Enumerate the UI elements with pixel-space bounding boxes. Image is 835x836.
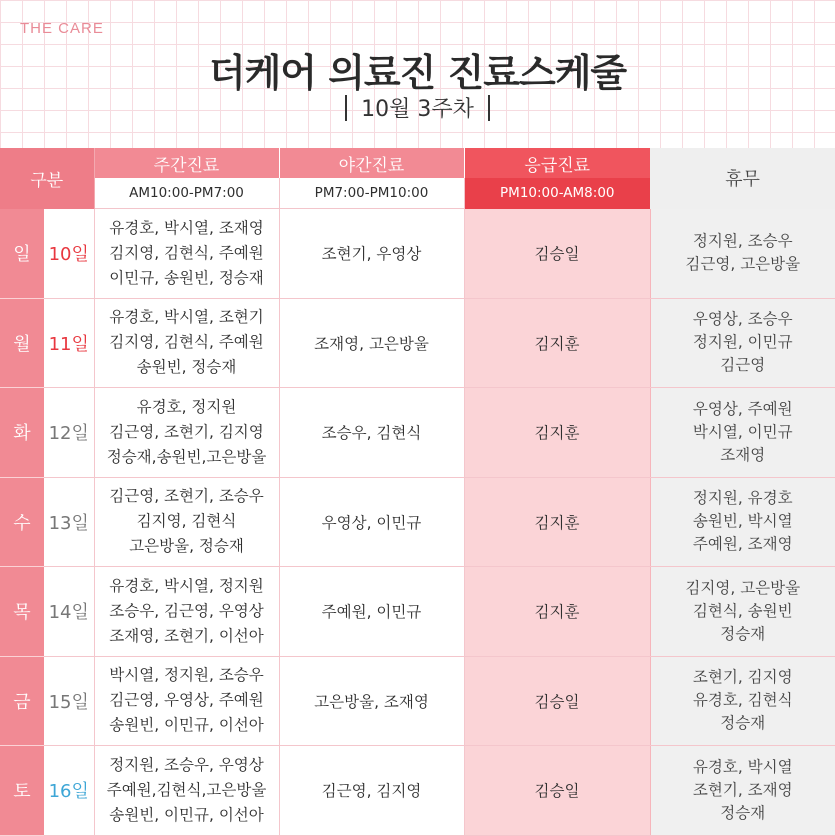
- off-cell: [650, 209, 835, 299]
- header-emergency-time: PM10:00-AM8:00: [464, 178, 650, 209]
- off-line: 정지원, 유경호: [692, 489, 793, 508]
- day-shift-line: 유경호, 정지원: [136, 397, 237, 416]
- off-cell: [650, 746, 835, 836]
- brand-logo-text: THE CARE: [20, 20, 104, 37]
- day-shift-line: 조재영, 조현기, 이선아: [109, 626, 264, 645]
- subtitle-bar-left: [345, 95, 347, 121]
- date-cell: 11일: [44, 298, 94, 388]
- off-line: 김지영, 고은방울: [685, 578, 801, 597]
- date-cell: 15일: [44, 656, 94, 746]
- day-shift-line: 이민규, 송원빈, 정승재: [109, 268, 264, 287]
- table-row: [0, 477, 835, 567]
- off-line: 조현기, 김지영: [692, 668, 793, 687]
- header-emergency: 응급진료: [464, 148, 650, 178]
- day-shift-line: 송원빈, 이민규, 이선아: [109, 716, 264, 735]
- day-shift-cell: [94, 298, 279, 388]
- off-line: 박시열, 이민규: [692, 422, 793, 441]
- day-shift-cell: [94, 746, 279, 836]
- emergency-cell: 김승일: [464, 656, 650, 746]
- day-shift-line: 김근영, 조현기, 김지영: [109, 422, 264, 441]
- off-line: 김현식, 송원빈: [692, 601, 793, 620]
- off-line: 정승재: [720, 714, 766, 733]
- day-shift-line: 김지영, 김현식: [136, 512, 237, 531]
- day-shift-cell: [94, 567, 279, 657]
- header-night-shift: 야간진료: [279, 148, 464, 178]
- off-line: 조현기, 조재영: [692, 780, 793, 799]
- off-line: 김근영, 고은방울: [685, 255, 801, 273]
- date-cell: 12일: [44, 388, 94, 478]
- header-category: 구분: [0, 148, 94, 209]
- emergency-cell: 김지훈: [464, 567, 650, 657]
- off-line: 김근영: [720, 356, 766, 375]
- weekday-cell: 화: [0, 388, 44, 478]
- off-line: 조재영: [720, 445, 766, 464]
- day-shift-line: 유경호, 박시열, 정지원: [109, 576, 264, 595]
- off-line: 정지원, 조승우: [692, 232, 793, 250]
- header-day-time: AM10:00-PM7:00: [94, 178, 279, 209]
- header-night-time: PM7:00-PM10:00: [279, 178, 464, 209]
- day-shift-line: 주예원,김현식,고은방울: [106, 780, 267, 799]
- table-row: [0, 209, 835, 299]
- off-line: 유경호, 김현식: [692, 691, 793, 710]
- off-line: 송원빈, 박시열: [692, 512, 793, 531]
- off-line: 정승재: [720, 624, 766, 643]
- weekday-cell: 금: [0, 656, 44, 746]
- off-line: 정지원, 이민규: [692, 333, 793, 352]
- night-shift-cell: 조현기, 우영상: [279, 209, 464, 299]
- night-shift-cell: 조재영, 고은방울: [279, 298, 464, 388]
- schedule-table: [0, 148, 835, 836]
- off-line: 정승재: [720, 803, 766, 822]
- date-cell: 10일: [44, 209, 94, 299]
- day-shift-cell: [94, 656, 279, 746]
- night-shift-cell: 고은방울, 조재영: [279, 656, 464, 746]
- day-shift-line: 박시열, 정지원, 조승우: [109, 666, 264, 685]
- date-cell: 16일: [44, 746, 94, 836]
- weekday-cell: 목: [0, 567, 44, 657]
- table-row: [0, 656, 835, 746]
- table-row: [0, 388, 835, 478]
- weekday-cell: 월: [0, 298, 44, 388]
- day-shift-line: 유경호, 박시열, 조현기: [109, 308, 264, 327]
- off-line: 주예원, 조재영: [692, 535, 793, 554]
- table-row: [0, 567, 835, 657]
- off-cell: [650, 656, 835, 746]
- day-shift-line: 송원빈, 정승재: [136, 358, 237, 377]
- header-off: 휴무: [650, 148, 835, 209]
- day-shift-cell: [94, 209, 279, 299]
- night-shift-cell: 주예원, 이민규: [279, 567, 464, 657]
- night-shift-cell: 우영상, 이민규: [279, 477, 464, 567]
- day-shift-line: 송원빈, 이민규, 이선아: [109, 805, 264, 824]
- page-title: 더케어 의료진 진료스케줄: [208, 51, 627, 95]
- off-line: 유경호, 박시열: [692, 757, 793, 776]
- off-cell: [650, 298, 835, 388]
- weekday-cell: 수: [0, 477, 44, 567]
- day-shift-line: 김지영, 김현식, 주예원: [109, 333, 264, 352]
- off-cell: [650, 388, 835, 478]
- day-shift-line: 조승우, 김근영, 우영상: [109, 601, 264, 620]
- emergency-cell: 김승일: [464, 209, 650, 299]
- day-shift-line: 김근영, 우영상, 주예원: [109, 691, 264, 710]
- off-cell: [650, 567, 835, 657]
- date-cell: 14일: [44, 567, 94, 657]
- night-shift-cell: 김근영, 김지영: [279, 746, 464, 836]
- page-subtitle: [0, 92, 835, 123]
- emergency-cell: 김지훈: [464, 388, 650, 478]
- day-shift-cell: [94, 388, 279, 478]
- day-shift-line: 유경호, 박시열, 조재영: [109, 218, 264, 237]
- night-shift-cell: 조승우, 김현식: [279, 388, 464, 478]
- weekday-cell: 일: [0, 209, 44, 299]
- day-shift-line: 김지영, 김현식, 주예원: [109, 243, 264, 262]
- day-shift-line: 정승재,송원빈,고은방울: [106, 447, 267, 466]
- emergency-cell: 김지훈: [464, 477, 650, 567]
- table-row: [0, 298, 835, 388]
- day-shift-line: 정지원, 조승우, 우영상: [109, 755, 264, 774]
- date-cell: 13일: [44, 477, 94, 567]
- subtitle-text: 10월 3주차: [361, 97, 474, 122]
- day-shift-line: 김근영, 조현기, 조승우: [109, 487, 264, 506]
- table-row: [0, 746, 835, 836]
- weekday-cell: 토: [0, 746, 44, 836]
- subtitle-bar-right: [488, 95, 490, 121]
- header-day-shift: 주간진료: [94, 148, 279, 178]
- emergency-cell: 김지훈: [464, 298, 650, 388]
- off-line: 우영상, 주예원: [692, 399, 793, 418]
- day-shift-cell: [94, 477, 279, 567]
- off-cell: [650, 477, 835, 567]
- day-shift-line: 고은방울, 정승재: [129, 537, 244, 556]
- off-line: 우영상, 조승우: [692, 310, 793, 329]
- emergency-cell: 김승일: [464, 746, 650, 836]
